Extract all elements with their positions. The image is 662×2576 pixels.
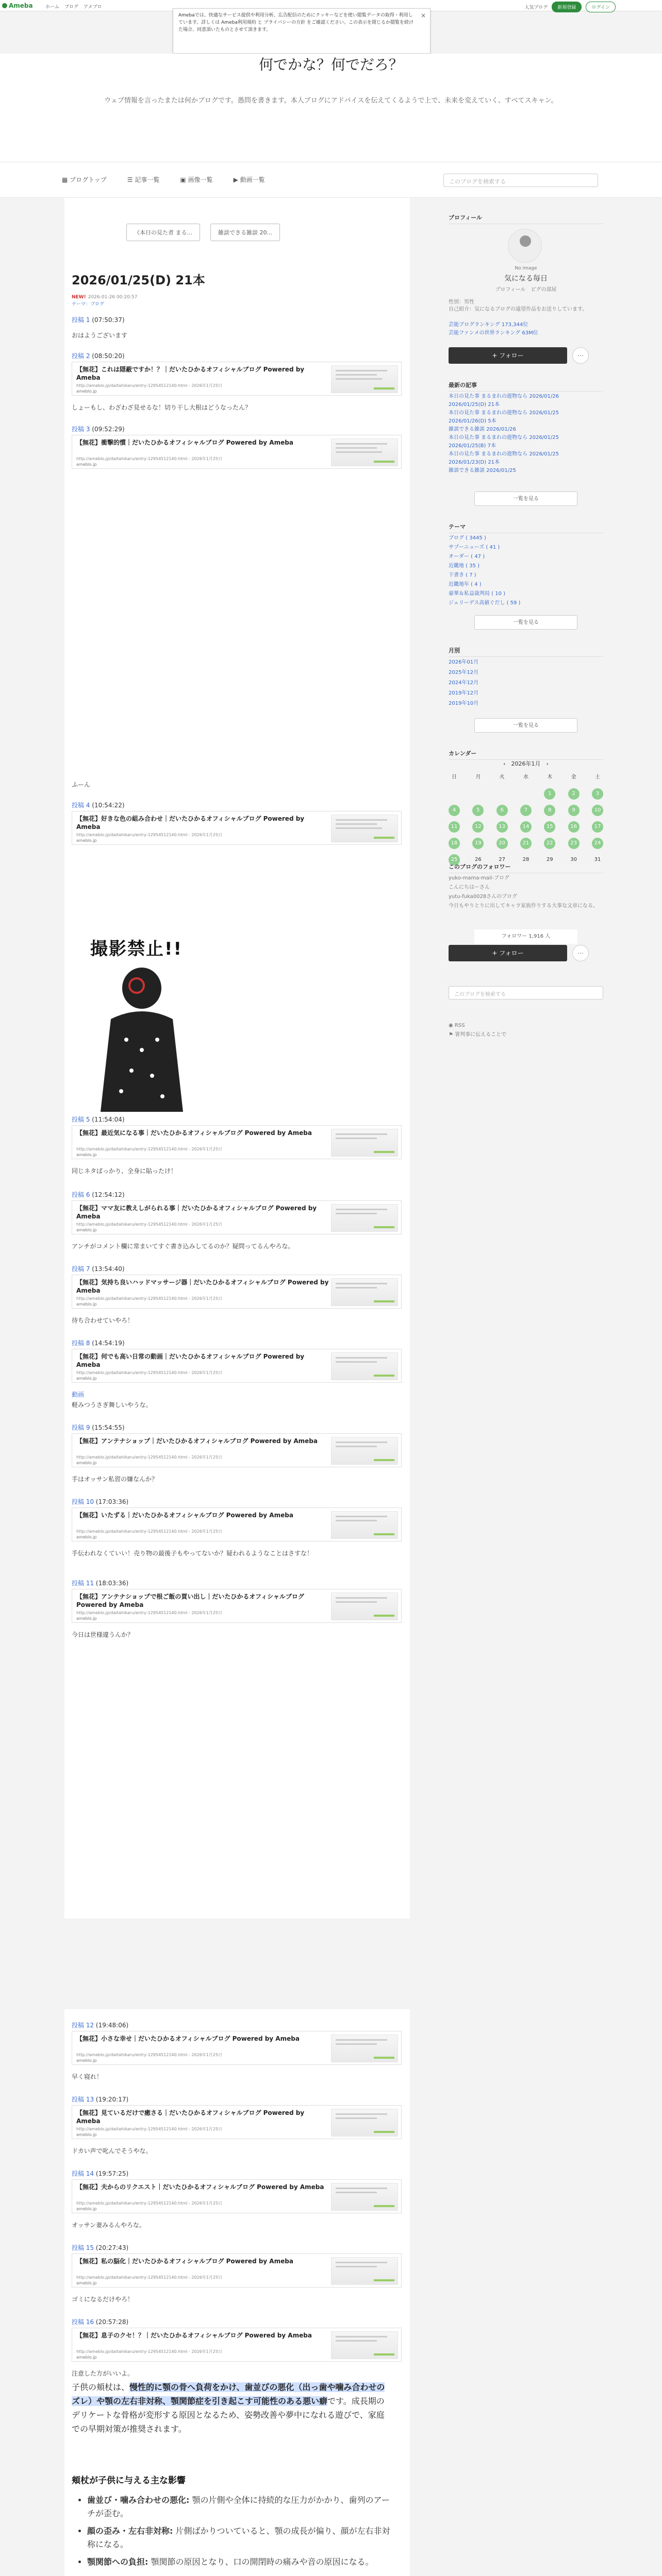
entry-text: 待ち合わせていやろ！ <box>72 1317 134 1324</box>
list-item: • 顎関節への負担: 顎関節の原因となり、口の開閉時の痛みや音の原因になる。 <box>87 2555 392 2569</box>
follower-note: 今日もやりとりに出してキャラ家族作りする大事な文章になる。 <box>449 903 598 909</box>
entry-text: アンチがコメント欄に常まいてすぐ書き込みしてるのか？疑問ってるんやろな。 <box>72 1243 294 1250</box>
entry-text: しょーもし、わざわざ見せるな！切り干し大根はどうなったん？ <box>72 404 252 411</box>
entry-head[interactable]: 投稿 7 <box>72 1265 90 1273</box>
login-button[interactable]: ログイン <box>586 2 616 12</box>
theme-item[interactable]: サプーニューズ ( 41 ) <box>449 545 500 550</box>
entry-head: 投稿 1 (07:50:37) <box>72 316 125 324</box>
entry-text: 今日は世様違うんか？ <box>72 1631 134 1638</box>
theme-item[interactable]: 近畿地 ( 35 ) <box>449 563 480 569</box>
link-card[interactable]: 【無花】何でも高い日常の動画｜だいたひかるオフィシャルブログ Powered by Ameba http://ameblo.jp/daitahikaru/entry-12954512140.html - 2026年1月25日 ameblo.jp <box>72 1349 402 1383</box>
link-card[interactable]: 【無花】いたずる｜だいたひかるオフィシャルブログ Powered by Ameba http://ameblo.jp/daitahikaru/entry-12954512140.html - 2026年1月25日 ameblo.jp <box>72 1507 402 1541</box>
link-card[interactable]: 【無花】私の脳化｜だいたひかるオフィシャルブログ Powered by Ameba http://ameblo.jp/daitahikaru/entry-12954512140.html - 2026年1月25日 ameblo.jp <box>72 2253 402 2287</box>
top-nav-ameblo[interactable]: アメブロ <box>84 5 102 10</box>
report-link: ⚑ 署判事に伝えることで <box>449 1032 507 1038</box>
link-card[interactable]: 【無花】アンテナショップで根ご飯の買い出し｜だいたひかるオフィシャルブログ Powered by Ameba http://ameblo.jp/daitahikaru/entry-12954512140.html - 2026年1月25日 ameblo.jp <box>72 1589 402 1623</box>
month-item[interactable]: 2019年12月 <box>449 690 479 696</box>
month-item[interactable]: 2026年01月 <box>449 659 479 665</box>
recent-item[interactable]: 本日の見た事 まるまれの遊物なら 2026/01/25 <box>449 451 559 457</box>
month-more-button[interactable]: 一覧を見る <box>474 718 577 733</box>
blog-header <box>0 54 662 162</box>
calendar: ‹ 2026年1月 › 日 月 火 水 木 金 土 1 2 3 4 5 6 7 8 9 10 11 12 13 14 15 16 17 18 19 20 21 22 23 24 25 26 27 28 29 30 31 <box>449 759 603 871</box>
entry-head[interactable]: 投稿 10 <box>72 1498 94 1505</box>
ranking-link[interactable]: 芸能ブログランキング 173,344位 <box>449 322 528 328</box>
recent-item[interactable]: 雑談できる雑談 2026/01/26 <box>449 427 516 432</box>
theme-item[interactable]: 下書き ( 7 ) <box>449 572 476 578</box>
more-options-icon[interactable]: ⋯ <box>572 945 589 961</box>
cookie-text: Amebaでは、快適なサービス提供や利用分析、広告配信のためにクッキーなどを使い閲覧データの取得・利用しています。詳しくは Ameba利用規約 と プライバシーの方針 をご確認ください。この表示を閉じるか閲覧を続けた場合、同意頂いたものとさせて頂きます。 <box>178 13 413 32</box>
calendar-weekdays: 日 月 火 水 木 金 土 <box>452 774 600 780</box>
video-link[interactable]: 動画 <box>72 1391 85 1398</box>
theme-more-button[interactable]: 一覧を見る <box>474 615 577 630</box>
main-column-continued: 投稿 12 (19:48:06) 【無花】小さな幸せ｜だいたひかるオフィシャルブログ Powered by Ameba http://ameblo.jp/daitahikaru/entry-12954512140.html - 2026年1月25日 ameblo.jp 早く寝れ！ 投稿 13 (19:20:17) 【無花】見ているだけで癒さる｜だいたひかるオフィシャルブログ Powered by Ameba http://ameblo.jp/daitahikaru/entry-12954512140.html - 2026年1月25日 ameblo.jp ドカい声で叱んでそうやな。 投稿 14 (19:57:25) 【無花】夫からのリクエスト｜だいたひかるオフィシャルブログ Powered by Ameba http://ameblo.jp/daitahikaru/entry-12954512140.html - 2026年1月25日 ameblo.jp オッサン妻みるんやろな。 投稿 15 (20:27:43) 【無花】私の脳化｜だいたひかるオフィシャルブログ Powered by Ameba http://ameblo.jp/daitahikaru/entry-12954512140.html - 2026年1月25日 ameblo.jp ゴミになるだけやろ！ 投稿 16 (20:57:28) 【無花】息子のクセ！？｜だいたひかるオフィシャルブログ Powered by Ameba http://ameblo.jp/daitahikaru/entry-12954512140.html - 2026年1月25日 ameblo.jp 注意した方がいいよ。 子供の頬杖は、慢性的に顎の骨へ負荷をかけ、歯並びの悪化（出っ歯や噛み合わせのズレ）や顎の左右非対称、顎関節症を引き起こす可能性のある悪い癖です。成長期のデリケートな骨格が変形する原因となるため、姿勢改善や夢中になれる遊びで、家庭での早期対策が推奨されます。 頬杖が子供に与える主な影響 • 歯並び・噛み合わせの悪化: 顎の片側や全体に持続的な圧力がかかり、歯列のアーチが歪む。 • 顔の歪み・左右非対称: 片側ばかりついていると、顎の成長が偏り、顔が左右非対称になる。 • 顎関節への負担: 顎関節の原因となり、口の開閉時の痛みや音の原因になる。 <box>64 2009 410 2576</box>
recent-item[interactable]: 雑談できる雑談 2026/01/25 <box>449 468 516 473</box>
entry-text: おはようございます <box>72 332 128 339</box>
profile-name[interactable]: 気になる毎日 <box>504 275 548 283</box>
rss-link: ◉ RSS <box>449 1023 465 1028</box>
next-article-button[interactable]: 雑談できる雑談 20... <box>210 224 280 241</box>
recent-heading: 最新の記事 <box>449 381 603 392</box>
nav-image-list[interactable]: ▣ 画像一覧 <box>180 176 213 183</box>
link-card[interactable]: 【無花】小さな幸せ｜だいたひかるオフィシャルブログ Powered by Ameba http://ameblo.jp/daitahikaru/entry-12954512140.html - 2026年1月25日 ameblo.jp <box>72 2031 402 2065</box>
entry-text: 早く寝れ！ <box>72 2073 103 2080</box>
entry-text: 軽みつうさぎ舞しいやうな。 <box>72 1401 152 1409</box>
follow-button-2[interactable]: + フォロー <box>449 945 567 961</box>
recent-list <box>449 393 603 475</box>
calendar-day[interactable]: 1 <box>544 788 555 800</box>
entry-head[interactable]: 投稿 9 <box>72 1424 90 1431</box>
link-card[interactable]: 【無花】ママ友に教えしがられる事｜だいたひかるオフィシャルブログ Powered by Ameba http://ameblo.jp/daitahikaru/entry-12954512140.html - 2026年1月25日 ameblo.jp <box>72 1200 402 1234</box>
follower-count[interactable]: フォロワー 1,916 人 <box>474 929 577 944</box>
entry-head[interactable]: 投稿 13 <box>72 2096 94 2103</box>
entry-text: 手伝われなくていい！売り物の最後子もやってないか？疑われるようなことはさすな！ <box>72 1550 313 1557</box>
follow-button[interactable]: + フォロー <box>449 347 567 364</box>
theme-item[interactable]: 豪華＆私益裁判局 ( 10 ) <box>449 591 506 597</box>
effects-list <box>78 2494 392 2573</box>
entry-head: 投稿 4 (10:54:22) <box>72 802 125 809</box>
link-card[interactable]: 【無花】アンテナショップ｜だいたひかるオフィシャルブログ Powered by Ameba http://ameblo.jp/daitahikaru/entry-12954512140.html - 2026年1月25日 ameblo.jp <box>72 1433 402 1467</box>
month-item[interactable]: 2019年10月 <box>449 701 479 706</box>
calendar-heading: カレンダー <box>449 749 603 760</box>
theme-item[interactable]: ジェリーデス高値ぐだし ( 59 ) <box>449 600 521 606</box>
follower-item[interactable]: yuko-mama-mail-ブログ <box>449 875 509 881</box>
top-right <box>524 2 616 12</box>
new-badge: NEW! <box>72 295 86 300</box>
blog-description: ウェブ情報を言ったまたは何かブログです。愚問を書きます。本人ブログにアドバイスを伝えてくるようで上で、未来を変えていく、すべてスキャン。 <box>104 97 558 105</box>
entry-head[interactable]: 投稿 14 <box>72 2170 94 2177</box>
article-title[interactable]: 2026/01/25(D) 21本 <box>72 273 205 287</box>
link-card[interactable]: 【無花】最近気になる事｜だいたひかるオフィシャルブログ Powered by Ameba http://ameblo.jp/daitahikaru/entry-12954512140.html - 2026年1月25日 ameblo.jp <box>72 1125 402 1159</box>
recent-item[interactable]: 2026/01/25(D) 21本 <box>449 402 500 408</box>
report-icon: ⚑ <box>449 1032 453 1038</box>
entry-head[interactable]: 投稿 6 <box>72 1191 90 1198</box>
profile-info: 性別：男性 自己紹介：気になるブログの遠望作品をお送りしています。 <box>449 299 588 312</box>
entry-head[interactable]: 投稿 16 <box>72 2318 94 2326</box>
entry-head[interactable]: 投稿 12 <box>72 2022 94 2029</box>
avatar-label: No image <box>515 266 537 271</box>
link-card[interactable]: 【無花】気持ち良いハッドマッサージ器｜だいたひかるオフィシャルブログ Powered by Ameba http://ameblo.jp/daitahikaru/entry-12954512140.html - 2026年1月25日 ameblo.jp <box>72 1275 402 1309</box>
pager <box>126 224 280 241</box>
calendar-title: 2026年1月 <box>511 760 541 767</box>
followers-heading: このブログのフォロワー <box>449 862 603 873</box>
recent-item[interactable]: 本日の見た事 まるまれの遊物なら 2026/01/25 <box>449 410 559 416</box>
avatar[interactable] <box>508 229 542 263</box>
prev-article-button[interactable]: 《本日の見た者 まる... <box>126 224 200 241</box>
top-nav-home[interactable]: ホーム <box>45 5 60 10</box>
theme-item[interactable]: オーダー ( 47 ) <box>449 554 485 560</box>
entry-head[interactable]: 投稿 11 <box>72 1580 94 1587</box>
calendar-day[interactable]: 2 <box>568 788 580 800</box>
close-icon[interactable]: × <box>420 12 426 19</box>
link-card[interactable]: 【無花】夫からのリクエスト｜だいたひかるオフィシャルブログ Powered by Ameba http://ameblo.jp/daitahikaru/entry-12954512140.html - 2026年1月25日 ameblo.jp <box>72 2179 402 2213</box>
no-photo-image: 撮影禁止!! <box>80 935 204 1110</box>
profile-heading: プロフィール <box>449 213 603 224</box>
calendar-day[interactable]: 3 <box>592 788 603 800</box>
article-theme[interactable]: テーマ：ブログ <box>72 302 105 307</box>
entry-text: 手はオッサン私習の嫌なんか？ <box>72 1476 158 1483</box>
ai-answer-paragraph: 子供の頬杖は、慢性的に顎の骨へ負荷をかけ、歯並びの悪化（出っ歯や噛み合わせのズレ）や顎の左右非対称、顎関節症を引き起こす可能性のある悪い癖です。成長期のデリケートな骨格が変形する原因となるため、姿勢改善や夢中になれる遊びで、家庭での早期対策が推奨されます。 <box>72 2382 385 2434</box>
blog-title[interactable]: 何でかな？何でだろ？ <box>258 56 403 73</box>
month-item[interactable]: 2024年12月 <box>449 680 479 686</box>
main-column: 《本日の見た者 まる... 雑談できる雑談 20... 2026/01/25(D) 21本 NEW! 2026-01-26 00:20:57 テーマ：ブログ 投稿 1 (07:50:37) おはようございます 投稿 2 (08:50:20) 【無花】これは隠蔽ですか！？｜だいたひかるオフィシャルブログ Powered by Ameba http://ameblo.jp/daitahikaru/entry-12954512140.html - 2026年1月25日 ameblo.jp しょーもし、わざわざ見せるな！切り干し大根はどうなったん？ 投稿 3 (09:52:29) 【無花】衝撃的慣｜だいたひかるオフィシャルブログ Powered by Ameba http://ameblo.jp/daitahikaru/entry-12954512140.html - 2026年1月25日 ameblo.jp ふーん 投稿 4 (10:54:22) 【無花】好きな色の組み合わせ｜だいたひかるオフィシャルブログ Powered by Ameba http://ameblo.jp/daitahikaru/entry-12954512140.html - 2026年1月25日 ameblo.jp 撮影禁止!! 投稿 5 (11:54:04) 【無花】最近気になる事｜だいたひかるオフィシャルブログ Powered by Ameba http://ameblo.jp/daitahikaru/entry-12954512140.html - 2026年1月25日 ameblo.jp 同じネタばっかり、全身に貼ったけ！ 投稿 6 (12:54:12) 【無花】ママ友に教えしがられる事｜だいたひかるオフィシャルブログ Powered by Ameba http://ameblo.jp/daitahikaru/entry-12954512140.html - 2026年1月25日 ameblo.jp アンチがコメント欄に常まいてすぐ書き込みしてるのか？疑問ってるんやろな。 投稿 7 (13:54:40) 【無花】気持ち良いハッドマッサージ器｜だいたひかるオフィシャルブログ Powered by Ameba http://ameblo.jp/daitahikaru/entry-12954512140.html - 2026年1月25日 ameblo.jp 待ち合わせていやろ！ 投稿 8 (14:54:19) 【無花】何でも高い日常の動画｜だいたひかるオフィシャルブログ Powered by Ameba http://ameblo.jp/daitahikaru/entry-12954512140.html - 2026年1月25日 ameblo.jp 動画 軽みつうさぎ舞しいやうな。 投稿 9 (15:54:55) 【無花】アンテナショップ｜だいたひかるオフィシャルブログ Powered by Ameba http://ameblo.jp/daitahikaru/entry-12954512140.html - 2026年1月25日 ameblo.jp 手はオッサン私習の嫌なんか？ 投稿 10 (17:03:36) 【無花】いたずる｜だいたひかるオフィシャルブログ Powered by Ameba http://ameblo.jp/daitahikaru/entry-12954512140.html - 2026年1月25日 ameblo.jp 手伝われなくていい！売り物の最後子もやってないか？疑われるようなことはさすな！ 投稿 11 (18:03:36) 【無花】アンテナショップで根ご飯の買い出し｜だいたひかるオフィシャルブログ Powered by Ameba http://ameblo.jp/daitahikaru/entry-12954512140.html - 2026年1月25日 ameblo.jp 今日は世様違うんか？ <box>64 198 410 1919</box>
cookie-notice <box>173 8 431 54</box>
calendar-prev-icon[interactable]: ‹ <box>503 760 506 767</box>
entry-head[interactable]: 投稿 15 <box>72 2244 94 2251</box>
theme-item[interactable]: 近畿地年 ( 4 ) <box>449 582 482 587</box>
month-heading: 月別 <box>449 646 603 657</box>
entry-text: 注意した方がいいよ。 <box>72 2370 134 2377</box>
recent-more-button[interactable]: 一覧を見る <box>474 492 577 506</box>
list-item: • 歯並び・噛み合わせの悪化: 顎の片側や全体に持続的な圧力がかかり、歯列のアーチが歪む。 <box>87 2494 392 2520</box>
article-meta: NEW! 2026-01-26 00:20:57 テーマ：ブログ <box>72 295 138 307</box>
recent-item[interactable]: 本日の見た事 まるまれの遊物なら 2026/01/25 <box>449 435 559 440</box>
nav-blog-top[interactable]: ▦ ブログトップ <box>62 176 107 183</box>
entry-head: 投稿 2 (08:50:20) <box>72 352 125 360</box>
month-list <box>449 657 603 709</box>
entry-head[interactable]: 投稿 5 <box>72 1116 90 1123</box>
entry-text: オッサン妻みるんやろな。 <box>72 2222 146 2229</box>
link-card[interactable]: 【無花】これは隠蔽ですか！？｜だいたひかるオフィシャルブログ Powered by Ameba http://ameblo.jp/daitahikaru/entry-12954512140.html - 2026年1月25日 ameblo.jp <box>72 362 402 396</box>
card-thumbnail <box>331 365 398 393</box>
follower-item[interactable]: yutu-fuka0028さんのブログ <box>449 894 518 900</box>
followers-list <box>449 874 603 911</box>
link-card[interactable]: 【無花】好きな色の組み合わせ｜だいたひかるオフィシャルブログ Powered by Ameba http://ameblo.jp/daitahikaru/entry-12954512140.html - 2026年1月25日 ameblo.jp <box>72 811 402 845</box>
popular-blog-link[interactable]: 人気ブログ <box>524 5 548 10</box>
follower-item[interactable]: こんにちはーさん <box>449 885 490 890</box>
rss-icon: ◉ <box>449 1023 453 1028</box>
month-item[interactable]: 2025年12月 <box>449 670 479 675</box>
link-card[interactable]: 【無花】息子のクセ！？｜だいたひかるオフィシャルブログ Powered by Ameba http://ameblo.jp/daitahikaru/entry-12954512140.html - 2026年1月25日 ameblo.jp <box>72 2328 402 2362</box>
calendar-next-icon[interactable]: › <box>546 760 549 767</box>
entry-head[interactable]: 投稿 8 <box>72 1340 90 1347</box>
no-photo-illustration <box>80 957 204 1112</box>
section-heading: 頬杖が子供に与える主な影響 <box>72 2476 186 2486</box>
top-nav-blog[interactable]: ブログ <box>64 5 79 10</box>
link-card[interactable]: 【無花】衝撃的慣｜だいたひかるオフィシャルブログ Powered by Ameba http://ameblo.jp/daitahikaru/entry-12954512140.html - 2026年1月25日 ameblo.jp <box>72 435 402 469</box>
theme-heading: テーマ <box>449 522 603 533</box>
blog-search-input[interactable]: このブログを検索する <box>443 174 598 187</box>
theme-item[interactable]: ブログ ( 3445 ) <box>449 535 486 541</box>
recent-item[interactable]: 2026/01/26(D) 5本 <box>449 418 496 424</box>
ranking-link-2[interactable]: 芸能ファンメの世界ランキング 63M位 <box>449 330 538 336</box>
profile-tab[interactable]: プロフィール <box>495 287 526 293</box>
recent-item[interactable]: 本日の見た事 まるまれの遊物なら 2026/01/26 <box>449 394 559 399</box>
entry-text: ふーん <box>72 781 91 788</box>
nav-article-list[interactable]: ☰ 記事一覧 <box>127 176 160 183</box>
register-button[interactable]: 新規登録 <box>552 2 582 12</box>
link-card[interactable]: 【無花】見ているだけで癒さる｜だいたひかるオフィシャルブログ Powered by Ameba http://ameblo.jp/daitahikaru/entry-12954512140.html - 2026年1月25日 ameblo.jp <box>72 2105 402 2139</box>
entry-head: 投稿 3 (09:52:29) <box>72 426 125 433</box>
list-item: • 顔の歪み・左右非対称: 片側ばかりついていると、顎の成長が偏り、顔が左右非対称になる。 <box>87 2524 392 2551</box>
nav-video-list[interactable]: ▶ 動画一覧 <box>233 176 265 183</box>
entry-text: 同じネタばっかり、全身に貼ったけ！ <box>72 1167 177 1175</box>
top-nav <box>45 3 102 10</box>
pigg-room-tab[interactable]: ピグの部屋 <box>531 287 557 293</box>
blog-nav <box>0 162 662 198</box>
entry-text: ゴミになるだけやろ！ <box>72 2296 134 2303</box>
recent-item[interactable]: 2026/01/25(B) 7本 <box>449 443 496 449</box>
entry-text: ドカい声で叱んでそうやな。 <box>72 2147 152 2155</box>
ameba-logo[interactable]: Ameba <box>2 2 33 9</box>
recent-item[interactable]: 2026/01/23(D) 21本 <box>449 460 500 465</box>
more-options-icon[interactable]: ⋯ <box>572 347 589 364</box>
theme-list <box>449 534 603 608</box>
sidebar-search-input[interactable]: このブログを検索する <box>449 986 603 999</box>
